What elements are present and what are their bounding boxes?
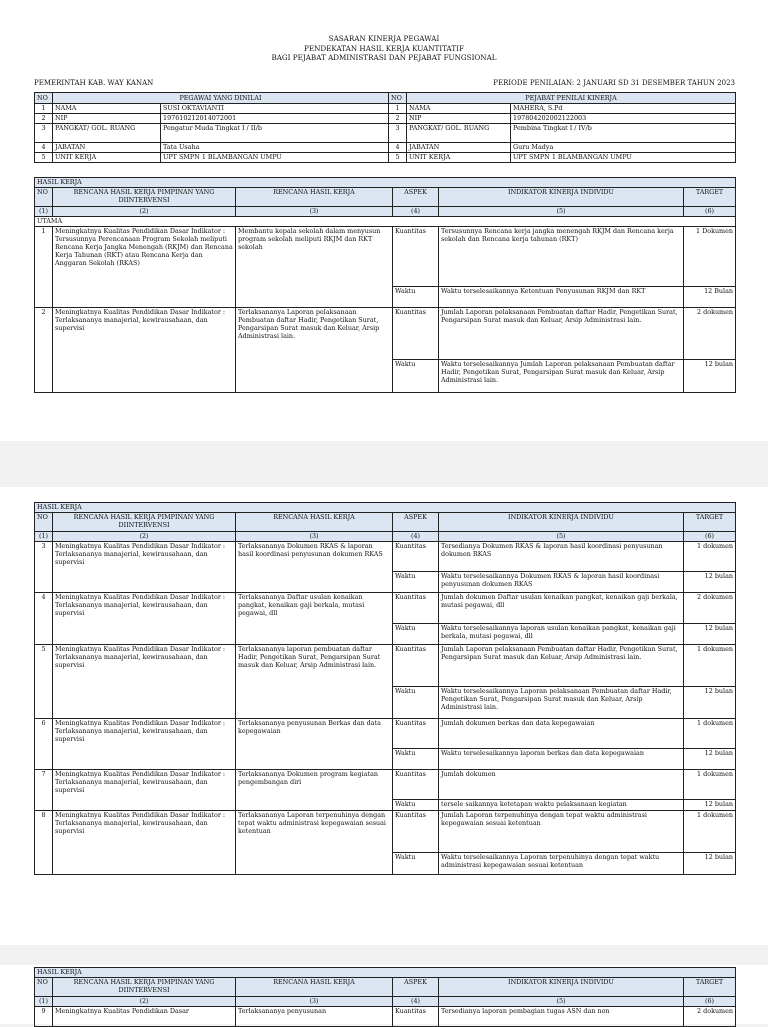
leader-plan-cell: Meningkatnya Kualitas Pendidikan Dasar Indikator : Terlaksananya manajerial, kewirausahaan, dan supervisi — [53, 770, 236, 811]
indicator-cell: Waktu terselesaikannya Laporan terpenuhinya dengan tepat waktu administrasi kepegawaian sesuai ketentuan — [439, 853, 684, 875]
plan-cell: Terlaksananya laporan pembuatan daftar Hadir, Pengetikan Surat, Pengarsipan Surat masuk dan Keluar, Arsip Administrasi lain. — [236, 645, 393, 719]
indicator-cell: Waktu terselesaikannya Jumlah Laporan pelaksanaan Pembuatan daftar Hadir, Pengetikan Surat, Pengarsipan Surat masuk dan Keluar, Arsip Administrasi lain. — [439, 360, 684, 393]
main-section-label: UTAMA — [35, 217, 736, 227]
col-plan-header: RENCANA HASIL KERJA — [236, 188, 393, 207]
info-row-no: 3 — [389, 124, 407, 143]
indicator-cell: Tersusunnya Rencana kerja jangka menengah RKJM dan Rencana kerja sekolah dan Rencana kerja tahunan (RKT) — [439, 227, 684, 287]
section-title: HASIL KERJA — [35, 968, 736, 978]
row-number: 9 — [35, 1007, 53, 1027]
indicator-cell: Jumlah dokumen — [439, 770, 684, 800]
aspect-cell: Waktu — [393, 749, 439, 770]
aspect-cell: Waktu — [393, 572, 439, 593]
col-aspect-header: ASPEK — [393, 978, 439, 997]
table-row — [35, 308, 736, 360]
indicator-cell: Waktu terselesaikannya Laporan pelaksanaan Pembuatan daftar Hadir, Pengetikan Surat, Pengarsipan Surat masuk dan Keluar, Arsip Administrasi lain. — [439, 687, 684, 719]
info-row-no: 3 — [35, 124, 53, 143]
target-cell: 1 dokumen — [684, 719, 736, 749]
col-plan-header: RENCANA HASIL KERJA — [236, 513, 393, 532]
indicator-cell: Jumlah dokumen Daftar usulan kenaikan pangkat, kenaikan gaji berkala, mutasi pegawai, dll — [439, 593, 684, 624]
header-title: SASARAN KINERJA PEGAWAI — [328, 34, 440, 43]
row-number: 7 — [35, 770, 53, 811]
col-leader-plan-header: RENCANA HASIL KERJA PIMPINAN YANG DIINTERVENSI — [53, 978, 236, 997]
section-title: HASIL KERJA — [35, 178, 736, 188]
section-title: HASIL KERJA — [35, 503, 736, 513]
employee-name: SUSI OKTAVIANTI — [161, 104, 389, 114]
plan-cell: Terlaksananya penyusunan Berkas dan data kepegawaian — [236, 719, 393, 770]
employee-position: Tata Usaha — [161, 143, 389, 153]
row-number: 4 — [35, 593, 53, 645]
table-row — [35, 645, 736, 687]
target-cell: 2 dokumen — [684, 593, 736, 624]
col-number: (3) — [236, 997, 393, 1007]
col-target-header: TARGET — [684, 978, 736, 997]
info-label: UNIT KERJA — [53, 153, 161, 163]
header-subtitle-2: BAGI PEJABAT ADMINISTRASI DAN PEJABAT FUNGSIONAL — [271, 53, 497, 62]
col-leader-plan-header: RENCANA HASIL KERJA PIMPINAN YANG DIINTERVENSI — [53, 188, 236, 207]
indicator-cell: Jumlah dokumen berkas dan data kepegawaian — [439, 719, 684, 749]
col-number: (4) — [393, 997, 439, 1007]
info-no-header: NO — [35, 93, 53, 104]
employee-nip: 197610212014072001 — [161, 114, 389, 124]
leader-plan-cell: Meningkatnya Kualitas Pendidikan Dasar — [53, 1007, 236, 1027]
col-number: (2) — [53, 997, 236, 1007]
target-cell: 1 dokumen — [684, 645, 736, 687]
info-label: NIP — [407, 114, 511, 124]
aspect-cell: Waktu — [393, 360, 439, 393]
evaluator-header: PEJABAT PENILAI KINERJA — [407, 93, 736, 104]
indicator-cell: Tersedianya Dokumen RKAS & laporan hasil koordinasi penyusunan dokumen RKAS — [439, 542, 684, 572]
plan-cell: Terlaksananya Laporan terpenuhinya dengan tepat waktu administrasi kepegawaian sesuai ketentuan — [236, 811, 393, 875]
col-number: (2) — [53, 207, 236, 217]
info-row-no: 4 — [389, 143, 407, 153]
header-subtitle: PENDEKATAN HASIL KERJA KUANTITATIF — [304, 43, 464, 53]
col-number: (1) — [35, 532, 53, 542]
info-row-no: 1 — [389, 104, 407, 114]
info-label: NAMA — [53, 104, 161, 114]
indicator-cell: Tersedianya laporan pembagian tugas ASN dan non — [439, 1007, 684, 1027]
evaluator-name: MAHERA, S.Pd — [511, 104, 736, 114]
row-number: 5 — [35, 645, 53, 719]
target-cell: 12 bulan — [684, 800, 736, 811]
info-row-no: 2 — [35, 114, 53, 124]
info-no-header: NO — [389, 93, 407, 104]
work-results-table-3 — [34, 967, 736, 1027]
col-target-header: TARGET — [684, 188, 736, 207]
table-row — [35, 719, 736, 749]
period-label: PERIODE PENILAIAN: 2 JANUARI SD 31 DESEMBER TAHUN 2023 — [493, 79, 735, 87]
aspect-cell: Waktu — [393, 287, 439, 308]
col-aspect-header: ASPEK — [393, 188, 439, 207]
row-number: 2 — [35, 308, 53, 393]
plan-cell: Terlaksananya Laporan pelaksanaan Pembuatan daftar Hadir, Pengetikan Surat, Pengarsipan Surat masuk dan Keluar, Arsip Administrasi lain. — [236, 308, 393, 393]
employee-rank: Pengatur Muda Tingkat I / II/b — [161, 124, 389, 143]
col-number: (5) — [439, 207, 684, 217]
aspect-cell: Kuantitas — [393, 227, 439, 287]
plan-cell: Terlaksananya Daftar usulan kenaikan pangkat, kenaikan gaji berkala, mutasi pegawai, dll — [236, 593, 393, 645]
col-number: (3) — [236, 207, 393, 217]
col-leader-plan-header: RENCANA HASIL KERJA PIMPINAN YANG DIINTERVENSI — [53, 513, 236, 532]
target-cell: 12 bulan — [684, 360, 736, 393]
target-cell: 12 bulan — [684, 749, 736, 770]
row-number: 8 — [35, 811, 53, 875]
info-label: JABATAN — [407, 143, 511, 153]
leader-plan-cell: Meningkatnya Kualitas Pendidikan Dasar Indikator : Terlaksananya manajerial, kewirausahaan, dan supervisi — [53, 645, 236, 719]
col-number: (6) — [684, 997, 736, 1007]
col-number: (5) — [439, 532, 684, 542]
evaluated-employee-header: PEGAWAI YANG DINILAI — [53, 93, 389, 104]
col-indicator-header: INDIKATOR KINERJA INDIVIDU — [439, 513, 684, 532]
target-cell: 1 Dokumen — [684, 227, 736, 287]
plan-cell: Membantu kepala sekolah dalam menyusun program sekolah meliputi RKJM dan RKT sekolah — [236, 227, 393, 308]
aspect-cell: Kuantitas — [393, 645, 439, 687]
col-number: (2) — [53, 532, 236, 542]
col-number: (1) — [35, 207, 53, 217]
leader-plan-cell: Meningkatnya Kualitas Pendidikan Dasar Indikator : Tersusunnya Perencanaan Program Sekolah meliputi Rencana Kerja Jangka Menengah (RKJM) dan Rencana Kerja Tahunan (RKT) atau Rencana Kerja dan Anggaran Sekolah (RKAS) — [53, 227, 236, 308]
info-row-no: 4 — [35, 143, 53, 153]
info-row-no: 5 — [389, 153, 407, 163]
work-results-table — [34, 177, 736, 393]
col-aspect-header: ASPEK — [393, 513, 439, 532]
indicator-cell: Jumlah Laporan pelaksanaan Pembuatan daftar Hadir, Pengetikan Surat, Pengarsipan Surat masuk dan Keluar, Arsip Administrasi lain. — [439, 645, 684, 687]
col-number: (6) — [684, 532, 736, 542]
col-number: (1) — [35, 997, 53, 1007]
col-indicator-header: INDIKATOR KINERJA INDIVIDU — [439, 188, 684, 207]
work-results-table-2 — [34, 502, 736, 875]
target-cell: 12 Bulan — [684, 287, 736, 308]
aspect-cell: Kuantitas — [393, 719, 439, 749]
col-number: (4) — [393, 207, 439, 217]
row-number: 1 — [35, 227, 53, 308]
aspect-cell: Waktu — [393, 624, 439, 645]
aspect-cell: Kuantitas — [393, 811, 439, 853]
col-number: (4) — [393, 532, 439, 542]
leader-plan-cell: Meningkatnya Kualitas Pendidikan Dasar Indikator : Terlaksananya manajerial, kewirausahaan, dan supervisi — [53, 308, 236, 393]
evaluator-nip: 197804202002122003 — [511, 114, 736, 124]
indicator-cell: Jumlah Laporan pelaksanaan Pembuatan daftar Hadir, Pengetikan Surat, Pengarsipan Surat masuk dan Keluar, Arsip Administrasi lain. — [439, 308, 684, 360]
plan-cell: Terlaksananya penyusunan — [236, 1007, 393, 1027]
info-row-no: 5 — [35, 153, 53, 163]
aspect-cell: Kuantitas — [393, 1007, 439, 1027]
aspect-cell: Kuantitas — [393, 593, 439, 624]
aspect-cell: Kuantitas — [393, 770, 439, 800]
page-gap — [0, 441, 768, 487]
indicator-cell: Waktu terselesaikannya laporan usulan kenaikan pangkat, kenaikan gaji berkala, mutasi pegawai, dll — [439, 624, 684, 645]
info-row-no: 2 — [389, 114, 407, 124]
target-cell: 1 dokumen — [684, 811, 736, 853]
evaluator-unit: UPT SMPN 1 BLAMBANGAN UMPU — [511, 153, 736, 163]
target-cell: 12 bulan — [684, 687, 736, 719]
info-label: PANGKAT/ GOL. RUANG — [407, 124, 511, 143]
plan-cell: Terlaksananya Dokumen program kegiatan pengembangan diri — [236, 770, 393, 811]
target-cell: 12 bulan — [684, 572, 736, 593]
info-row-no: 1 — [35, 104, 53, 114]
table-row — [35, 770, 736, 800]
target-cell: 12 bulan — [684, 853, 736, 875]
leader-plan-cell: Meningkatnya Kualitas Pendidikan Dasar Indikator : Terlaksananya manajerial, kewirausahaan, dan supervisi — [53, 719, 236, 770]
indicator-cell: tersele saikannya ketetapan waktu pelaksanaan kegiatan — [439, 800, 684, 811]
leader-plan-cell: Meningkatnya Kualitas Pendidikan Dasar Indikator : Terlaksananya manajerial, kewirausahaan, dan supervisi — [53, 811, 236, 875]
leader-plan-cell: Meningkatnya Kualitas Pendidikan Dasar Indikator : Terlaksananya manajerial, kewirausahaan, dan supervisi — [53, 542, 236, 593]
target-cell: 2 dokumen — [684, 308, 736, 360]
row-number: 6 — [35, 719, 53, 770]
col-number: (3) — [236, 532, 393, 542]
target-cell: 1 dokumen — [684, 770, 736, 800]
table-row — [35, 542, 736, 572]
col-no-header: NO — [35, 513, 53, 532]
info-label: PANGKAT/ GOL. RUANG — [53, 124, 161, 143]
table-row — [35, 227, 736, 287]
aspect-cell: Waktu — [393, 687, 439, 719]
col-indicator-header: INDIKATOR KINERJA INDIVIDU — [439, 978, 684, 997]
aspect-cell: Kuantitas — [393, 542, 439, 572]
aspect-cell: Kuantitas — [393, 308, 439, 360]
aspect-cell: Waktu — [393, 853, 439, 875]
table-row — [35, 593, 736, 624]
info-label: NIP — [53, 114, 161, 124]
info-label: JABATAN — [53, 143, 161, 153]
plan-cell: Terlaksananya Dokumen RKAS & laporan hasil koordinasi penyusunan dokumen RKAS — [236, 542, 393, 593]
evaluator-position: Guru Madya — [511, 143, 736, 153]
table-row — [35, 811, 736, 853]
col-no-header: NO — [35, 978, 53, 997]
page-gap — [0, 945, 768, 965]
aspect-cell: Waktu — [393, 800, 439, 811]
employee-unit: UPT SMPN 1 BLAMBANGAN UMPU — [161, 153, 389, 163]
target-cell: 12 bulan — [684, 624, 736, 645]
indicator-cell: Waktu terselesaikannya Dokumen RKAS & laporan hasil koordinasi penyusunan dokumen RKAS — [439, 572, 684, 593]
government-label: PEMERINTAH KAB. WAY KANAN — [34, 79, 154, 87]
document-header — [0, 34, 768, 63]
col-no-header: NO — [35, 188, 53, 207]
indicator-cell: Waktu terselesaikannya Ketentuan Penyusunan RKJM dan RKT — [439, 287, 684, 308]
info-label: UNIT KERJA — [407, 153, 511, 163]
evaluator-rank: Pembina Tingkat I / IV/b — [511, 124, 736, 143]
info-label: NAMA — [407, 104, 511, 114]
col-plan-header: RENCANA HASIL KERJA — [236, 978, 393, 997]
row-number: 3 — [35, 542, 53, 593]
leader-plan-cell: Meningkatnya Kualitas Pendidikan Dasar Indikator : Terlaksananya manajerial, kewirausahaan, dan supervisi — [53, 593, 236, 645]
target-cell: 2 dokumen — [684, 1007, 736, 1027]
col-number: (6) — [684, 207, 736, 217]
indicator-cell: Jumlah Laporan terpenuhinya dengan tepat waktu administrasi kepegawaian sesuai ketentuan — [439, 811, 684, 853]
indicator-cell: Waktu terselesaikannya laporan berkas dan data kepegawaian — [439, 749, 684, 770]
target-cell: 1 dokumen — [684, 542, 736, 572]
col-target-header: TARGET — [684, 513, 736, 532]
col-number: (5) — [439, 997, 684, 1007]
employee-info-table — [34, 92, 736, 163]
